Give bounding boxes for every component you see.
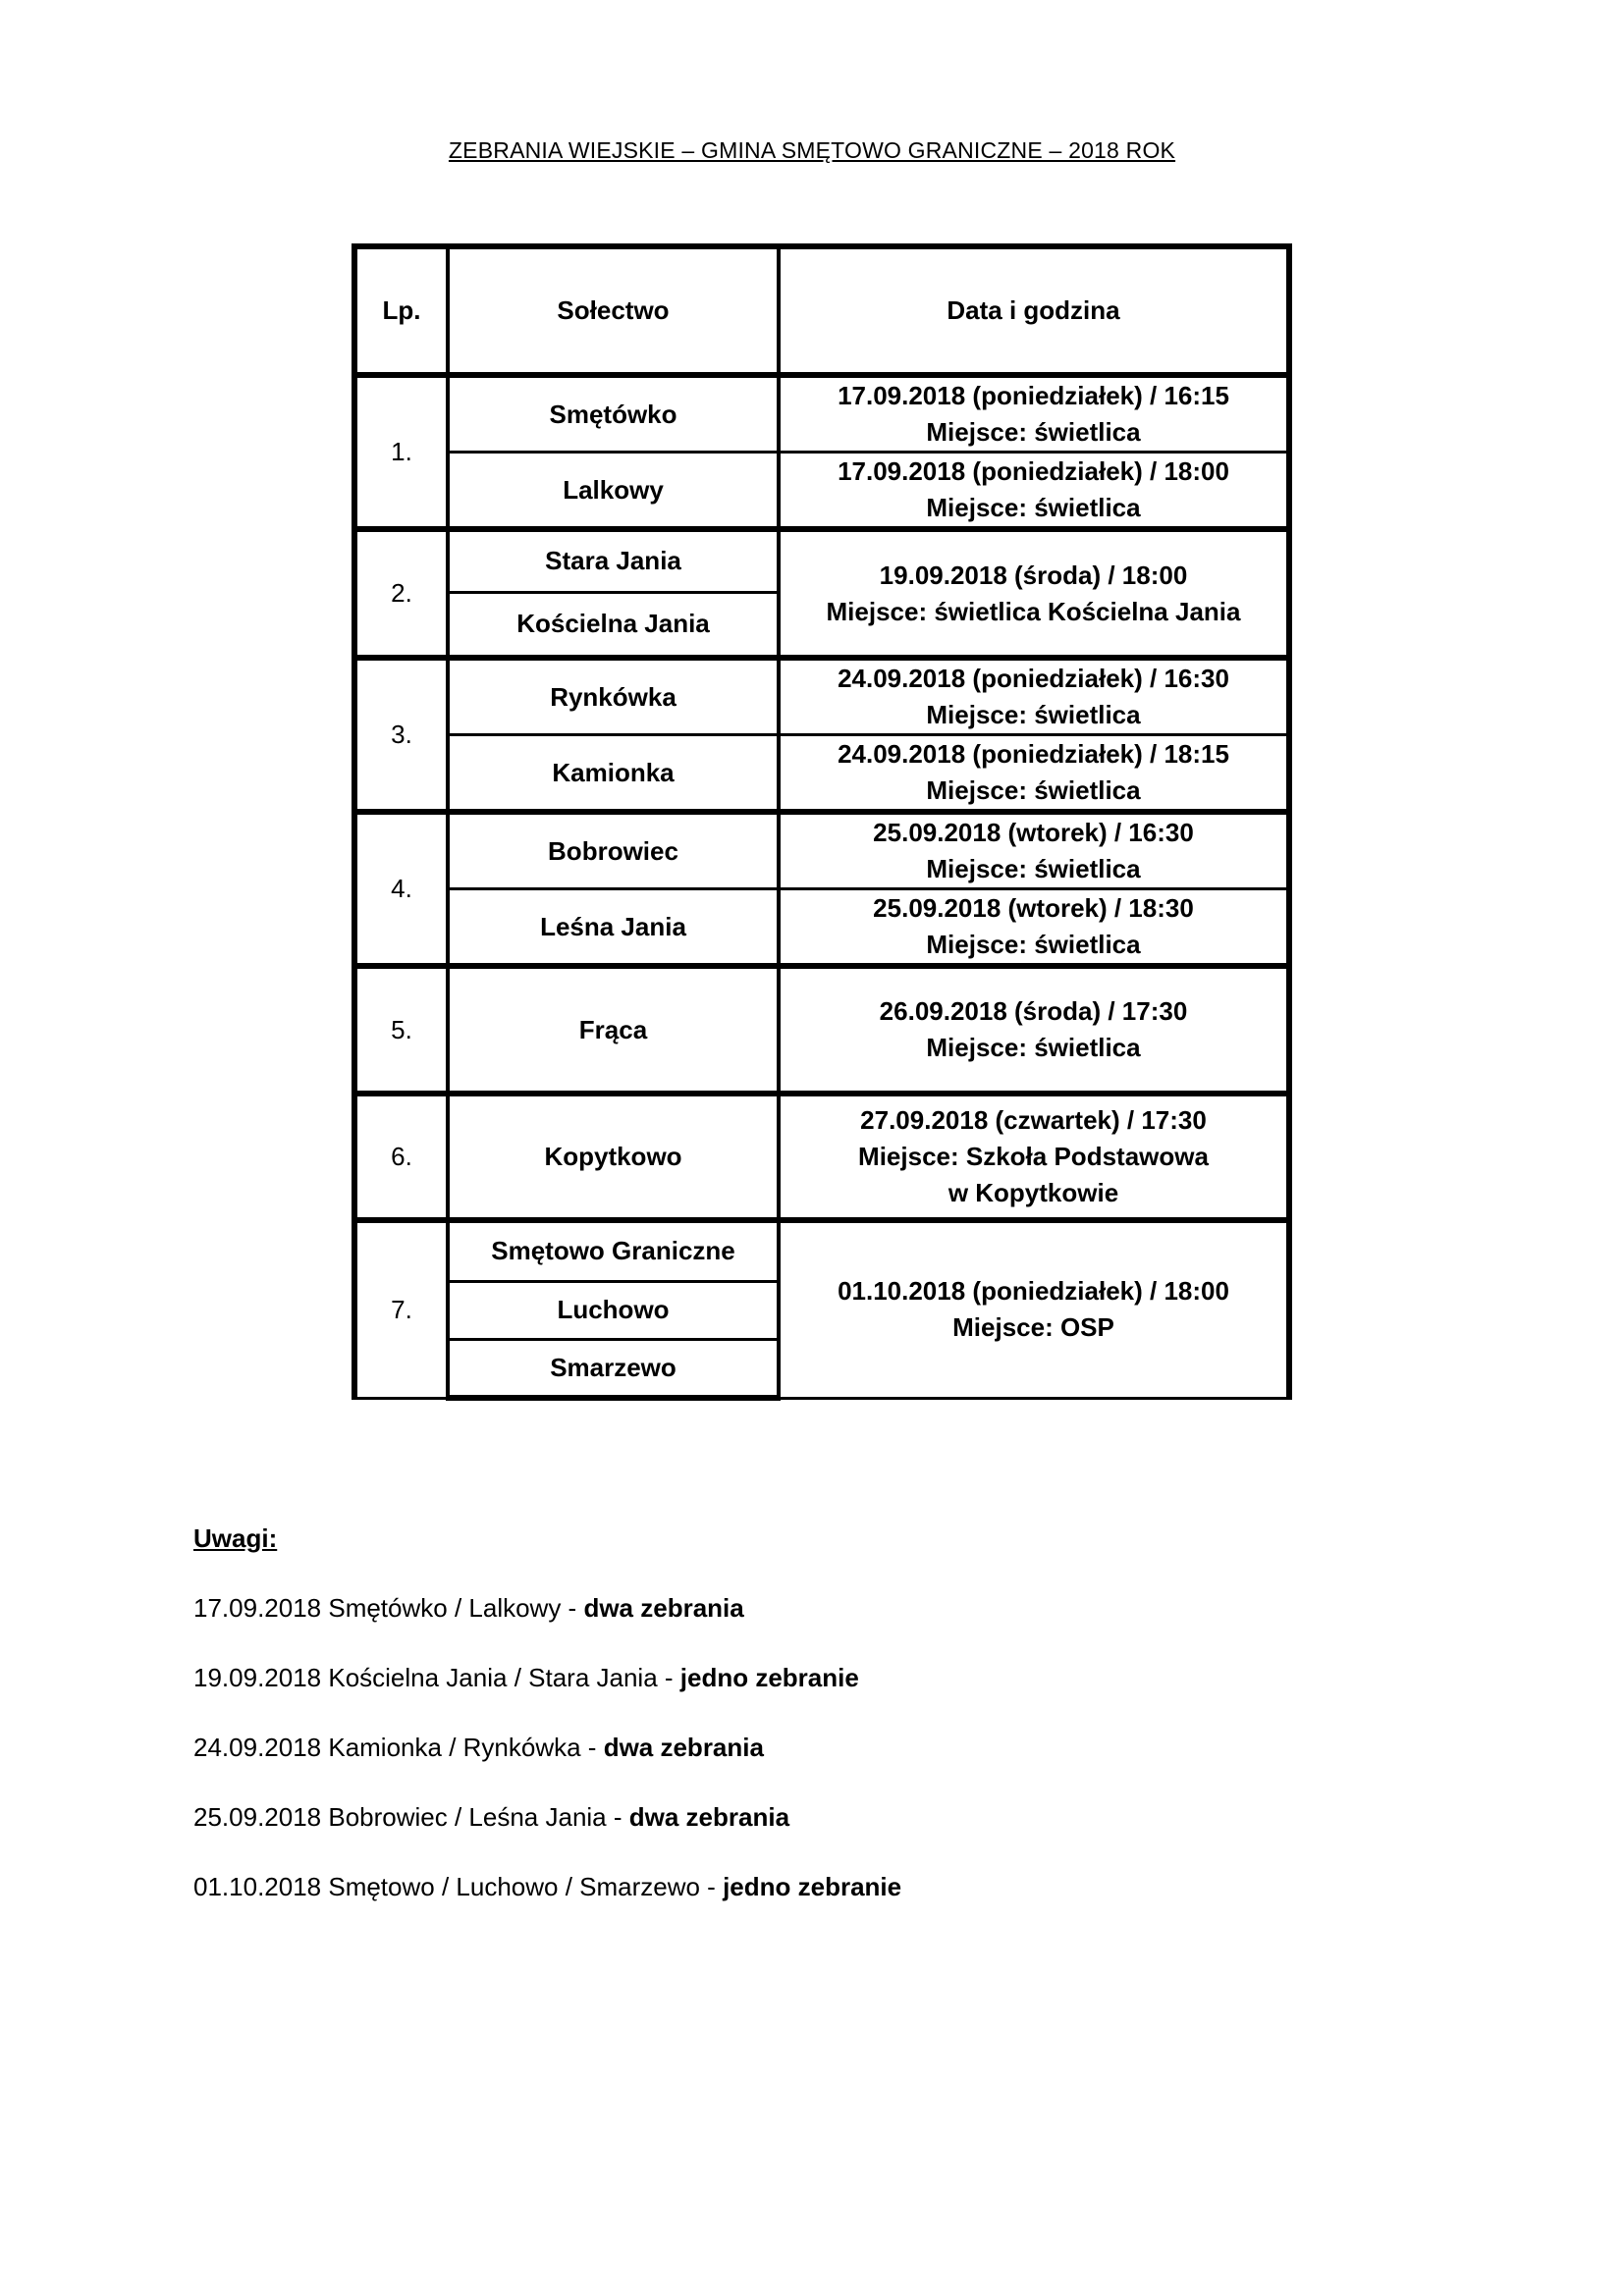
date-cell (779, 1220, 1289, 1398)
note-item (193, 1663, 901, 1733)
date-time: 26.09.2018 (środa) / 17:30 (879, 996, 1188, 1026)
table-row (354, 529, 1289, 592)
date-cell (779, 889, 1289, 967)
table-row (354, 812, 1289, 889)
solectwo-cell: Leśna Jania (448, 889, 779, 967)
solectwo-cell: Smętowo Graniczne (448, 1220, 779, 1281)
note-emphasis: dwa zebrania (603, 1733, 764, 1762)
solectwo-cell: Rynkówka (448, 658, 779, 735)
date-time: 19.09.2018 (środa) / 18:00 (879, 560, 1188, 590)
date-time: 27.09.2018 (czwartek) / 17:30 (860, 1105, 1207, 1135)
note-emphasis: jedno zebranie (679, 1663, 859, 1692)
solectwo-cell: Stara Jania (448, 529, 779, 592)
solectwo-cell: Kościelna Jania (448, 592, 779, 658)
row-number: 5. (354, 966, 448, 1094)
solectwo-cell: Lalkowy (448, 453, 779, 530)
header-lp: Lp. (354, 246, 448, 375)
note-text: 25.09.2018 Bobrowiec / Leśna Jania - (193, 1802, 629, 1832)
note-text: 24.09.2018 Kamionka / Rynkówka - (193, 1733, 604, 1762)
header-data: Data i godzina (779, 246, 1289, 375)
date-time: 24.09.2018 (poniedziałek) / 18:15 (838, 739, 1229, 769)
place: Miejsce: świetlica Kościelna Jania (826, 596, 1241, 626)
date-cell (779, 453, 1289, 530)
solectwo-cell: Kopytkowo (448, 1094, 779, 1220)
row-number: 1. (354, 375, 448, 529)
date-cell (779, 375, 1289, 453)
date-time: 01.10.2018 (poniedziałek) / 18:00 (838, 1276, 1229, 1307)
solectwo-cell: Bobrowiec (448, 812, 779, 889)
date-cell (779, 966, 1289, 1094)
solectwo-cell: Smętówko (448, 375, 779, 453)
solectwo-cell: Smarzewo (448, 1339, 779, 1398)
table-row (354, 658, 1289, 735)
solectwo-cell: Kamionka (448, 735, 779, 813)
table-row (354, 735, 1289, 813)
date-cell (779, 658, 1289, 735)
table-row (354, 453, 1289, 530)
note-emphasis: dwa zebrania (628, 1802, 790, 1832)
date-cell (779, 735, 1289, 813)
note-emphasis: dwa zebrania (583, 1593, 744, 1623)
place-continued: w Kopytkowie (947, 1178, 1119, 1207)
table-row (354, 1094, 1289, 1220)
solectwo-cell: Frąca (448, 966, 779, 1094)
date-time: 17.09.2018 (poniedziałek) / 16:15 (838, 381, 1229, 410)
row-number: 2. (354, 529, 448, 658)
date-cell (779, 1094, 1289, 1220)
note-text: 17.09.2018 Smętówko / Lalkowy - (193, 1593, 584, 1623)
page-title: ZEBRANIA WIEJSKIE – GMINA SMĘTOWO GRANICZNE – 2018 ROK (448, 137, 1176, 163)
date-time: 25.09.2018 (wtorek) / 16:30 (873, 818, 1194, 847)
note-text: 01.10.2018 Smętowo / Luchowo / Smarzewo - (193, 1872, 724, 1901)
row-number: 3. (354, 658, 448, 812)
place: Miejsce: świetlica (926, 417, 1141, 447)
date-time: 17.09.2018 (poniedziałek) / 18:00 (838, 456, 1229, 486)
note-text: 19.09.2018 Kościelna Jania / Stara Jania - (193, 1663, 680, 1692)
table-row (354, 375, 1289, 453)
note-item (193, 1872, 901, 1942)
place: Miejsce: OSP (952, 1312, 1114, 1343)
notes-title: Uwagi: (193, 1523, 278, 1553)
note-item (193, 1733, 901, 1802)
note-item (193, 1593, 901, 1663)
table-row (354, 889, 1289, 967)
notes-section (193, 1523, 901, 1942)
row-number: 4. (354, 812, 448, 966)
date-cell (779, 529, 1289, 658)
place: Miejsce: Szkoła Podstawowa (858, 1142, 1209, 1171)
schedule-table (352, 243, 1292, 1401)
place: Miejsce: świetlica (926, 775, 1141, 805)
place: Miejsce: świetlica (926, 930, 1141, 959)
row-number: 7. (354, 1220, 448, 1398)
place: Miejsce: świetlica (926, 1033, 1141, 1062)
date-cell (779, 812, 1289, 889)
date-time: 24.09.2018 (poniedziałek) / 16:30 (838, 664, 1229, 693)
date-time: 25.09.2018 (wtorek) / 18:30 (873, 893, 1194, 923)
place: Miejsce: świetlica (926, 700, 1141, 729)
note-emphasis: jedno zebranie (723, 1872, 902, 1901)
table-row (354, 1220, 1289, 1281)
table-header-row (354, 246, 1289, 375)
table-row (354, 966, 1289, 1094)
row-number: 6. (354, 1094, 448, 1220)
note-item (193, 1802, 901, 1872)
place: Miejsce: świetlica (926, 493, 1141, 522)
place: Miejsce: świetlica (926, 854, 1141, 883)
solectwo-cell: Luchowo (448, 1281, 779, 1339)
header-solectwo: Sołectwo (448, 246, 779, 375)
